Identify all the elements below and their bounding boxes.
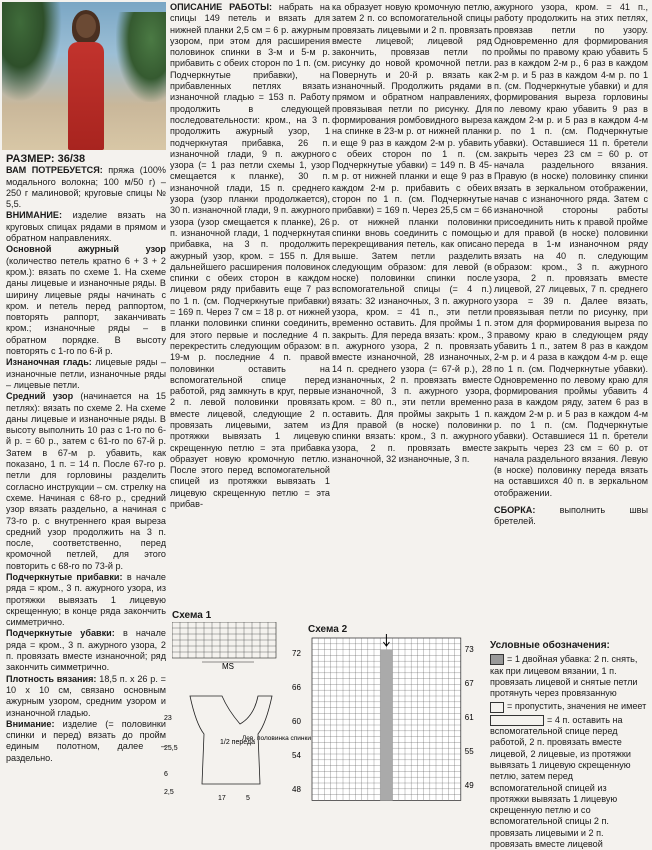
column-description-cont <box>332 2 492 598</box>
row-number: 55 <box>464 747 474 756</box>
model-photo <box>2 2 166 150</box>
text: выполнить швы бретелей. <box>494 505 648 527</box>
scheme1-ms-label: MS <box>222 662 234 670</box>
row-number: 48 <box>292 785 301 794</box>
column-description-end <box>494 2 648 632</box>
legend-item <box>490 654 648 699</box>
double-decrease-icon <box>490 654 504 665</box>
paragraph-reverse-stockinette <box>6 357 166 391</box>
legend-text: = 4 п. оставить на вспомогательной спице перед работой, 2 п. провязать вместе лицевой, 2 лицевые, из протяжки вывязать 1 лицевую скрещенную петлю, затем перед вспомогательной спицей из протяжки вывязать 1 лицевую скрещенную петлю и со вспомогательной спицы 2 п. провязать лицевыми и 2 п. провязать вместе лицевой <box>490 714 631 850</box>
dim-label: 2,5 <box>164 789 174 796</box>
row-number: 73 <box>464 645 474 654</box>
label: Средний узор <box>6 391 74 402</box>
paragraph-gauge <box>6 674 166 719</box>
size-heading: РАЗМЕР: 36/38 <box>6 153 86 165</box>
label: Плотность вязания: <box>6 673 97 684</box>
paragraph-assembly <box>494 505 648 528</box>
label: Внимание: <box>6 718 55 729</box>
text: лицевые ряды – изнаночные петли, изнаночные ряды – лицевые петли. <box>6 357 166 390</box>
model-figure <box>64 14 108 150</box>
text: в начале ряда = кром., 3 п. ажурного узора, из протяжки вывязать 1 лицевую скрещенную; в конце ряда закончить симметрично. <box>6 571 166 628</box>
paragraph-description-end: ажурного узора, кром. = 41 п., работу продолжить на этих петлях, провязав петли по узору. Одновременно для формирования проймы по правому краю убавить 5 раз в каждом 2-м р., 6 раз в каждом 2-м р. и 5 раз в каждом 4-м р. по 1 п. (см. Подчеркнутые убавки) и для формирования выреза горловины по левому краю убавить 9 раз в каждом 2-м р. и 5 раз в каждом 4-м р. по 1 п. (см. Подчеркнутые убавки). Оставшиеся 11 п. бретели закрыть через 23 см = 60 р. от начала раздельного вязания. Правую (в носке) половинку спинки вязать в зеркальном отображении, начав с изнаночного ряда. Затем с изнаночной стороны работы присоединить нить к правой проймe и для правой (в носке) половинки переда в 1-м изнаночном ряду вязать на 40 п. следующим образом: кром., 3 п. ажурного узора, 2 п. провязать вместе лицевой, 27 лицевых, 7 п. среднего узора = 39 п. Далее вязать, провязывая петли по рисунку, при этом для формирования выреза по правому краю в следующем ряду убавить 1 п., затем 8 раз в каждом 2-м р. и 4 раза в каждом 4-м р. еще по 1 п. (см. Подчеркнутые убавки). Одновременно по левому краю для формирования проймы убавить 4 раза в каждом ряду, затем 6 раз в каждом 2-м р. и 5 раз в каждом 4-м р. по 1 п. (см. Подчеркнутые убавки). Оставшиеся 11 п. бретели закрыть через 23 см = 60 р. от начала раздельного вязания. Левую (в носке) половинку переда вязать на оставшихся 40 п. в зеркальном отображении. <box>494 2 648 498</box>
legend-item <box>490 701 648 712</box>
schematic-back-label: Лев. половинка спинки <box>242 735 311 742</box>
legend-item <box>490 715 648 850</box>
text: в начале ряда = кром., 3 п. ажурного узора, 2 п. провязать вместе изнаночной; ряд закончить симметрично. <box>6 628 166 673</box>
legend-text: = 1 двойная убавка: 2 п. снять, как при лицевом вязании, 1 п. провязать лицевой и снятые петли протянуть через провязанную <box>490 654 638 699</box>
paragraph-description <box>170 2 330 510</box>
label: ВАМ ПОТРЕБУЕТСЯ: <box>6 165 103 176</box>
grey-column <box>380 650 392 801</box>
cable-cross-icon <box>490 715 544 726</box>
scheme2-chart <box>290 634 486 814</box>
row-number: 60 <box>292 717 301 726</box>
scheme1-title: Схема 1 <box>172 610 212 621</box>
row-number: 49 <box>464 781 474 790</box>
paragraph-increases <box>6 572 166 628</box>
text: (количество петель кратно 6 + 3 + 2 кром.): вязать по схеме 1. На схеме даны лицевые и изнаночные ряды. В ширину лицевые ряды начинать с кром. и петель перед раппортом, повторять раппорт, заканчивать кром.; изнаночные ряды – в обратном порядке. В высоту повторять с 1-го по 6-й р. <box>6 255 166 357</box>
column-description <box>170 2 330 598</box>
paragraph-middle-pattern <box>6 391 166 572</box>
row-number: 72 <box>292 649 301 658</box>
schematic-front-label: 1/2 переда <box>220 739 255 746</box>
label: Подчеркнутые прибавки: <box>6 571 123 582</box>
paragraph-attention <box>6 210 166 244</box>
row-number: 66 <box>292 683 301 692</box>
column-materials <box>6 154 166 764</box>
dim-label: 23 <box>164 715 172 722</box>
legend <box>490 640 648 850</box>
label: Изнаночная гладь: <box>6 357 92 368</box>
paragraph-warning <box>6 719 166 764</box>
palm-leaves <box>2 2 62 102</box>
label: Основной ажурный узор <box>6 244 166 255</box>
knitted-dress <box>68 42 104 150</box>
paragraph-decreases <box>6 628 166 673</box>
label: ВНИМАНИЕ: <box>6 210 63 221</box>
paragraph-main-pattern <box>6 244 166 357</box>
text: изделие (= половинки спинки и перед) вязать до пройм единым полотном, далее – раздельно. <box>6 718 166 763</box>
text: 18,5 п. x 26 р. = 10 x 10 см, связано основным ажурным узором, средним узором и изнаночной гладью. <box>6 673 166 718</box>
dim-label: 17 <box>218 795 226 802</box>
paragraph-materials <box>6 165 166 210</box>
label: Подчеркнутые убавки: <box>6 628 115 639</box>
label: ОПИСАНИЕ РАБОТЫ: <box>170 2 273 12</box>
scheme1-chart <box>172 622 280 670</box>
label: СБОРКА: <box>494 505 536 516</box>
skip-icon <box>490 702 504 713</box>
dim-label: 6 <box>164 771 168 778</box>
dim-label: 5 <box>246 795 250 802</box>
text: (начинается на 15 петлях): вязать по схеме 2. На схеме даны лицевые и изнаночные ряды. В высоту выполнить 10 раз с 1-го по 6-й р. = 60 р., затем с 61-го по 67-й р. Затем в 67-м р. убавить, как показано, 1 п. = 14 п. После 67-го р. петли для горловины разделить согласно инструкции – см. стрелку на схеме. Начиная с 68-го р., средний узор вязать раздельно, а начиная с 73-го р. с внутреннего края выреза средний узор продолжить на 3 п. после, соответственно, перед кромочной петлей, для этого повторить с 68-го по 73-й р. <box>6 391 166 571</box>
dim-label: 25,5 <box>164 745 178 752</box>
legend-text: = пропустить, значения не имеет <box>507 701 647 712</box>
row-number: 54 <box>292 751 301 760</box>
paragraph-description-cont: ка образует новую кромочную петлю, затем 2 п. со вспомогательной спицы провязать лицевыми и 2 п. провязать вместе лицевой; лицевой ряд закончить, провязав петли по рисунку до новой кромочной петли. Повернуть и 20-й р. вязать как изнаночный. Продолжить рядами в прямом и обратном направлениях, провязывая петли по рисунку. Для формирования ромбовидного выреза на спинке в 23-м р. от нижней планки и еще 9 раз в каждом 2-м р. убавить с обеих сторон по 1 п. (см. Подчеркнутые убавки) = 149 п. В 45-м р. от нижней планки и еще 9 раз в каждом 2-м р. прибавить с обеих сторон по 1 п. (см. Подчеркнутые прибавки) = 169 п. Через 25,5 см = 66 р. от нижней планки половинки спинки вновь соединить с помощью перекрещивания петель, как описано выше. Затем петли разделить следующим образом: для левой (в носке) половинки спинки после вспомогательной спицы (= 4 п.) вязать: 32 изнаночных, 3 п. ажурного узора, кром. = 41 п., эти петли временно оставить. Для проймы 1 п. закрыть. Для переда вязать: кром., 3 п. ажурного узора, 2 п. провязать вместе изнаночной, 28 изнаночных, 14 п. среднего узора (= 67-й р.), 28 изнаночных, 2 п. провязать вместе изнаночной, 3 п. ажурного узора, кром. = 80 п., эти петли временно оставить. Для проймы закрыть 1 п. Для правой (в носке) половинки спинки вязать: кром., 3 п. ажурного узора, 2 п. провязать вместе изнаночной, 32 изнаночные, 3 п. <box>332 2 492 464</box>
model-head <box>76 14 96 38</box>
legend-title: Условные обозначения: <box>490 640 610 651</box>
palm-leaves <box>116 12 166 102</box>
text: набрать на спицы 149 петель и вязать для нижней планки 2,5 см = 6 р. ажурным узором, при этом для расширения половинок спинки в 3-м и 5-м р. прибавить с обеих сторон по 1 п. (см. Подчеркнутые прибавки), на прибавленных петлях вязать изнаночной гладью = 153 п. Работу продолжить в следующей последовательности: кром., на 3 п. продолжить ажурный узор, 1 подчеркнутая прибавка, 26 п. изнаночной глади, 9 п. ажурного узора (= 1 раз петли схемы 1, узор смещается к планке), 30 п. изнаночной глади, 15 п. среднего узора (узор планки продолжается), 30 п. изнаночной глади, 9 п. ажурного узора (узор смещается к планке), 26 п. изнаночной глади, 1 подчеркнутая прибавка, на 3 п. продолжить ажурный узор, кром. = 155 п. Для дальнейшего расширения половинок спинки с обеих сторон в каждом лицевом ряду прибавить еще 7 раз по 1 п. (см. Подчеркнутые прибавки) = 169 п. Через 7 см = 18 р. от нижней планки половинки спинки соединить, для этого первые и последние 4 п. перекрестить следующим образом: в 19-м р. последние 4 п. правой половинки оставить на вспомогательной спице перед работой, ряд замкнуть в круг, первые 2 п. левой половинки провязать вместе лицевой, следующие 2 п. провязать лицевыми, затем из протяжки вывязать 1 лицевую скрещенную петлю = эта прибавка образует новую кромочную петлю. После этого перед вспомогательной спицей из протяжки вывязать 1 лицевую скрещенную петлю = эта прибав- <box>170 2 330 510</box>
text: пряжа (100% модального волокна; 100 м/50 г) – 250 г малиновой; круговые спицы № 5,5. <box>6 165 166 210</box>
row-number: 67 <box>464 679 474 688</box>
row-number: 61 <box>464 713 474 722</box>
scheme2-title: Схема 2 <box>308 624 348 635</box>
text: изделие вязать на круговых спицах рядами в прямом и обратном направлениях. <box>6 210 166 244</box>
